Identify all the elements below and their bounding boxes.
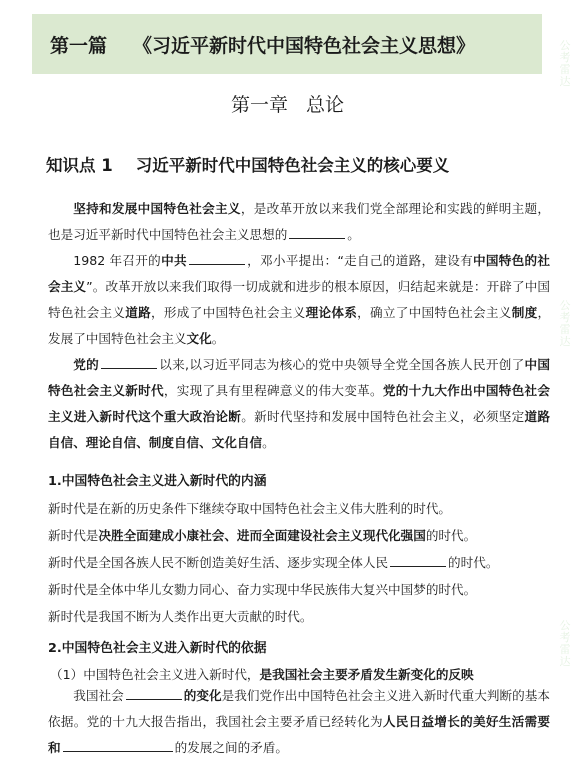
p2-mid2: ，形成了中国特色社会主义 [151, 305, 306, 320]
s2-line1-pre: （1）中国特色社会主义进入新时代， [50, 667, 260, 682]
section-1-line [48, 552, 498, 571]
section-2-heading: 2.中国特色社会主义进入新时代的依据 [48, 641, 267, 656]
s2-para-post: 的发展之间的矛盾。 [174, 740, 288, 755]
s1-line2-bold: 决胜全面建成小康社会、进而全面建设社会主义现代化强国 [98, 528, 426, 543]
theme-end: 。 [347, 227, 360, 242]
p3-end: 。 [262, 435, 275, 450]
section-1-line: 新时代是全体中华儿女勠力同心、奋力实现中华民族伟大复兴中国梦的时代。 [48, 582, 477, 597]
section-1-heading: 1.中国特色社会主义进入新时代的内涵 [48, 474, 267, 489]
p2-term3: 理论体系 [305, 305, 358, 320]
part-banner [32, 14, 542, 74]
p2-mid3: ，确立了中国特色社会主义 [357, 305, 512, 320]
part-label: 第一篇 [50, 34, 108, 57]
p3-lead: 党的 [73, 357, 99, 372]
watermark: 公考雷达 [559, 299, 571, 348]
s2-para-mid: 是我们党作出中国特色社会主义进入新时代重大判断的基本依据。党的十九大报告指出，我国社会主要矛盾已经转化为 [48, 688, 551, 729]
p3-term1: 中国特色社会主义新时代 [48, 357, 550, 398]
p2-term4: 制度 [511, 305, 538, 320]
p2-year: 1982 年召开的 [73, 253, 162, 268]
section-1-line [48, 525, 476, 544]
paragraph-main-contradiction [48, 683, 550, 761]
s2-para-bold1: 的变化 [183, 688, 222, 703]
section-2-item-1 [50, 664, 474, 683]
p3-mid1: 以来,以习近平同志为核心的党中央领导全党全国各族人民开创了 [158, 357, 525, 372]
s1-line3-post: 的时代。 [448, 555, 499, 570]
paragraph-new-era [48, 352, 550, 456]
watermark: 公考雷达 [559, 39, 571, 88]
s2-para-pre: 我国社会 [73, 688, 124, 703]
s2-line1-bold: 是我国社会主要矛盾发生新变化的反映 [259, 667, 474, 682]
fill-blank [63, 739, 173, 752]
p2-mid1: ”。改革开放以来我们取得一切成就和进步的根本原因，归结起来就是：开辟了中国特色社会主义 [48, 279, 551, 320]
fill-blank [189, 252, 245, 265]
s1-line2-pre: 新时代是 [48, 528, 99, 543]
fill-blank [390, 554, 446, 567]
p2-org: 中共 [161, 253, 187, 268]
theme-text: ，是改革开放以来我们党全部理论和实践的鲜明主题，也是习近平新时代中国特色社会主义思想的 [48, 201, 551, 242]
section-1-line: 新时代是在新的历史条件下继续夺取中国特色社会主义伟大胜利的时代。 [48, 501, 451, 516]
paragraph-1982 [48, 248, 550, 352]
p3-mid3: 。新时代坚持和发展中国特色社会主义，必须坚定 [241, 409, 525, 424]
s1-line3-pre: 新时代是全国各族人民不断创造美好生活、逐步实现全体人民 [48, 555, 389, 570]
fill-blank [101, 356, 157, 369]
chapter-title: 第一章 总论 [230, 94, 345, 116]
p2-term1: 中国特色的社会主义 [48, 253, 551, 294]
p3-mid2: ，实现了具有里程碑意义的伟大变革。 [163, 383, 383, 398]
p2-said: ，邓小平提出：“走自己的道路，建设有 [246, 253, 473, 268]
watermark: 公考雷达 [559, 619, 571, 668]
part-title: 《习近平新时代中国特色社会主义思想》 [133, 34, 476, 57]
s1-line2-post: 的时代。 [425, 528, 477, 543]
fill-blank [289, 226, 345, 239]
section-1-line: 新时代是我国不断为人类作出更大贡献的时代。 [48, 609, 313, 624]
s2-para-bold2: 人民日益增长的美好生活需要和 [48, 714, 551, 755]
p2-end: 。 [211, 331, 225, 346]
p3-term2: 党的十九大作出中国特色社会主义进入新时代这个重大政治论断 [48, 383, 551, 424]
paragraph-theme [48, 196, 550, 248]
theme-lead: 坚持和发展中国特色社会主义 [73, 201, 241, 216]
knowledge-point-title: 知识点 1 习近平新时代中国特色社会主义的核心要义 [46, 156, 450, 175]
p3-term3: 道路自信、理论自信、制度自信、文化自信 [48, 409, 551, 450]
p2-mid4: ，发展了中国特色社会主义 [48, 305, 551, 346]
p2-term2: 道路 [125, 305, 152, 320]
p2-term5: 文化 [186, 331, 212, 346]
fill-blank [126, 687, 182, 700]
